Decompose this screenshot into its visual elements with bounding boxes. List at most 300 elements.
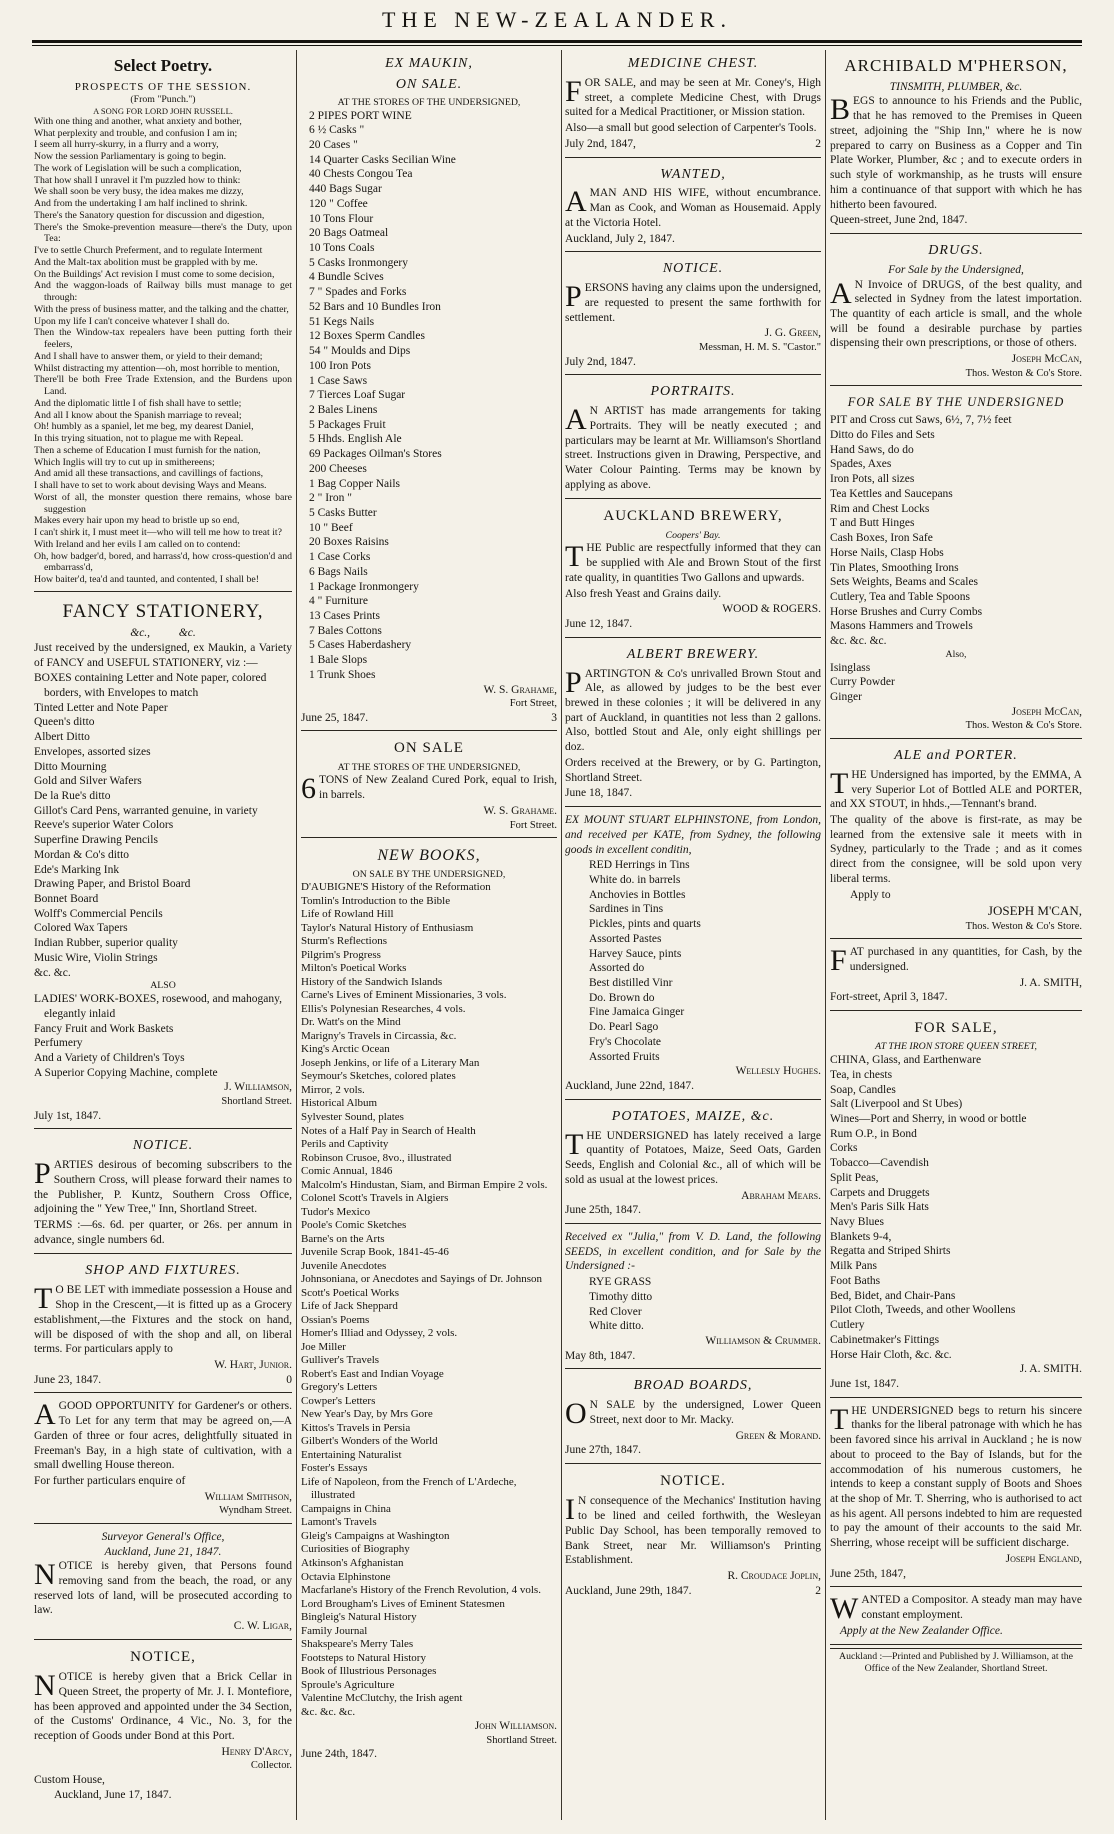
item-list <box>301 109 557 683</box>
list-item: White do. in barrels <box>589 873 681 886</box>
ad-body: AN ARTIST has made arrangements for taking Portraits. They will be neatly executed ; and particulars may be learnt at Mr. Williamson's Shortland street. Instructions given in Drawing, Perspective, and Water Colour Painting. Terms may be known by applying as above. <box>565 403 821 491</box>
ad-date: Auckland, June 17, 1847. <box>54 1788 172 1801</box>
ad-title: AUCKLAND BREWERY, <box>603 508 783 525</box>
ad-dateline <box>565 137 821 152</box>
list-item: Mordan & Co's ditto <box>34 848 130 861</box>
poem-line: That how shall I unravel it I'm puzzled how to think: <box>34 174 241 186</box>
ad-body: FOR SALE, and may be seen at Mr. Coney's, High street, a complete Medicine Chest, with Drugs suited for a Medical Practitioner, or Mission station. <box>565 74 821 119</box>
ad-heading: Surveyor General's Office, <box>101 1530 225 1543</box>
masthead-rule <box>32 40 1082 43</box>
list-item: White ditto. <box>589 1320 644 1333</box>
poem-line: Makes every hair upon my head to bristle up so end, <box>34 515 240 527</box>
list-item: 1 Case Corks <box>309 551 371 564</box>
ad-customs-notice <box>34 1643 292 1807</box>
list-item: D'AUBIGNE'S History of the Reformation <box>301 881 491 894</box>
list-item: Assorted do <box>589 962 645 975</box>
poetry-title: Select Poetry. <box>113 56 213 75</box>
poem-line: And from the undertaking I am half inclined to shrink. <box>34 198 248 210</box>
ad-date: June 18, 1847. <box>565 787 633 800</box>
ad-new-books <box>301 841 557 1767</box>
ad-date: Fort-street, April 3, 1847. <box>830 991 948 1004</box>
ad-body: WANTED a Compositor. A steady man may have constant employment. <box>830 1592 1082 1626</box>
ad-stores: AT THE STORES OF THE UNDERSIGNED, <box>337 96 521 108</box>
list-item: New Year's Day, by Mrs Gore <box>301 1408 433 1421</box>
signature-place: Shortland Street. <box>221 1096 292 1108</box>
poetry-section <box>34 50 292 592</box>
ad-terms: TERMS :—6s. 6d. per quarter, or 26s. per annum in advance, single numbers 6d. <box>34 1219 292 1246</box>
ad-hardware <box>830 389 1082 739</box>
list-item: 5 Casks Ironmongery <box>309 256 409 269</box>
list-item: Blankets 9-4, <box>830 1230 892 1243</box>
signature-place: Fort Street, <box>509 698 557 710</box>
signature: WOOD & ROGERS. <box>722 603 821 616</box>
ad-body-3: Apply to <box>850 888 891 901</box>
list-item: De la Rue's ditto <box>34 789 111 802</box>
signature: Green & Morand. <box>735 1429 821 1442</box>
poem-line: Then the Window-tax repealers have been putting forth their feelers, <box>34 327 292 351</box>
poem-line: And all I know about the Spanish marriage to reveal; <box>34 409 242 421</box>
poem-line: And amid all these transactions, and cavillings of factions, <box>34 468 264 480</box>
ad-number: 2 <box>815 1584 821 1597</box>
poem-line: Oh, how badger'd, bored, and harrass'd, how cross-question'd and embarrass'd, <box>34 550 292 574</box>
list-item: Ellis's Polynesian Researches, 4 vols. <box>301 1002 466 1015</box>
ad-date: July 1st, 1847. <box>34 1109 102 1122</box>
poem-line: Whilst distracting my attention—oh, most horrible to mention, <box>34 362 280 374</box>
poem-line: We shall soon be very busy, the idea makes me dizzy, <box>34 186 244 198</box>
list-item: 2 " Iron " <box>309 492 352 505</box>
list-item: Historical Album <box>301 1097 378 1110</box>
list-item: Milk Pans <box>830 1260 877 1273</box>
ad-date: June 24th, 1847. <box>301 1748 378 1761</box>
masthead: THE NEW-ZEALANDER. <box>382 7 732 32</box>
signature: Joseph England, <box>1005 1552 1082 1565</box>
ad-title: ON SALE <box>394 740 464 757</box>
ad-date: June 25th, 1847, <box>830 1567 907 1580</box>
ad-body-2: Orders received at the Brewery, or by G. Partington, Shortland Street. <box>565 756 821 784</box>
poem-line: Worst of all, the monster question there remains, whose bare suggestion <box>34 491 292 515</box>
item-list <box>830 1053 1082 1362</box>
ad-title: SHOP AND FIXTURES. <box>85 1263 241 1279</box>
list-item: Joseph Jenkins, or life of a Literary Man <box>301 1056 480 1069</box>
list-item: 440 Bags Sugar <box>309 183 382 196</box>
list-item: Comic Annual, 1846 <box>301 1165 393 1178</box>
list-item: &c. &c. &c. <box>830 635 887 648</box>
list-item: CHINA, Glass, and Earthenware <box>830 1054 982 1067</box>
list-item: Milton's Poetical Works <box>301 962 407 975</box>
also-label: Also, <box>945 648 967 660</box>
ad-title: POTATOES, MAIZE, &c. <box>611 1108 775 1124</box>
list-item: Colonel Scott's Travels in Algiers <box>301 1192 449 1205</box>
list-item: BOXES containing Letter and Note paper, colored borders, with Envelopes to match <box>34 672 267 699</box>
signature-place: Shortland Street. <box>486 1734 557 1746</box>
signature: JOSEPH M'CAN, <box>987 903 1082 919</box>
list-item: Salt (Liverpool and St Ubes) <box>830 1098 963 1111</box>
ad-body: AN Invoice of DRUGS, of the best quality, and selected in Sydney from the latest importation. The quantity of each article is small, and the whole will be found a desirable purchase by parties dispensing their own prescriptions, or those of others. <box>830 276 1082 350</box>
list-item: 4 " Furniture <box>309 595 368 608</box>
list-item: Red Clover <box>589 1305 642 1318</box>
list-item: Homer's Illiad and Odyssey, 2 vols. <box>301 1327 458 1340</box>
list-item: Taylor's Natural History of Enthusiasm <box>301 921 474 934</box>
ad-albert-brewery <box>565 641 821 807</box>
ad-body: NOTICE is hereby given, that Persons found removing sand from the beach, the road, or any reserved lots of land, will be prosecuted according to law. <box>34 1558 292 1617</box>
ad-body-2: Also fresh Yeast and Grains daily. <box>565 587 722 600</box>
list-item: Tomlin's Introduction to the Bible <box>301 894 451 907</box>
list-item: Dr. Watt's on the Mind <box>301 1016 401 1029</box>
signature-title: Collector. <box>250 1760 292 1772</box>
list-item: Life of Rowland Hill <box>301 908 394 921</box>
column-1 <box>34 50 292 1820</box>
list-item: Life of Jack Sheppard <box>301 1300 398 1313</box>
list-item: Pilgrim's Progress <box>301 948 381 961</box>
list-item: Hand Saws, do do <box>830 443 914 456</box>
list-item: 5 Hhds. English Ale <box>309 433 402 446</box>
ad-body-2: For further particulars enquire of <box>34 1475 186 1488</box>
list-item: Best distilled Vinr <box>589 976 673 989</box>
item-list <box>830 413 1082 649</box>
list-item: Cash Boxes, Iron Safe <box>830 532 933 545</box>
list-item: Marigny's Travels in Circassia, &c. <box>301 1029 457 1042</box>
ad-place: Custom House, <box>34 1773 105 1786</box>
list-item: 14 Quarter Casks Secilian Wine <box>309 153 456 166</box>
list-item: Fine Jamaica Ginger <box>589 1006 685 1019</box>
ad-subtitle: Coopers' Bay. <box>665 529 721 541</box>
ad-number: 3 <box>551 711 557 724</box>
list-item: Albert Ditto <box>34 731 90 744</box>
item-list <box>34 992 292 1080</box>
list-item: &c. &c. &c. <box>301 1705 356 1718</box>
poem-line: I can't shirk it, I must meet it—who will tell me how to treat it? <box>34 527 282 539</box>
list-item: Assorted Pastes <box>589 932 662 945</box>
signature: Henry D'Arcy, <box>221 1745 292 1758</box>
poem-line: I shall have to set to work about devising Ways and Means. <box>34 480 267 492</box>
poem-line: I seem all hurry-skurry, in a flurry and a worry, <box>34 139 219 151</box>
ad-fat <box>830 942 1082 1011</box>
list-item: Curiosities of Biography <box>301 1543 410 1556</box>
ad-body: PARTINGTON & Co's unrivalled Brown Stout and Ale, as allowed by judges to be the best ever brewed in these colonies ; it will be delivered in any part of Auckland, in quantities not less than 2 gallons. Also, bottled Stout and Ale, only eight shillings per doz. <box>565 665 821 754</box>
ad-stores: AT THE STORES OF THE UNDERSIGNED, <box>337 761 521 773</box>
signature-place: Wyndham Street. <box>219 1505 292 1517</box>
poem-line: Oh! humbly as a spaniel, let me beg, my dearest Daniel, <box>34 421 254 433</box>
signature-place: Thos. Weston & Co's Store. <box>965 920 1082 932</box>
ad-body: THE UNDERSIGNED begs to return his sincere thanks for the liberal patronage with which he has been favored since his arrival in Auckland ; he is now about to proceed to the Bay of Islands, but for the accommodation of his numerous customers, he intends to keep a constant supply of Boots and Shoes at the shop of Mr. T. Sherring, who is authorised to act as his agent. All persons indebted to him are requested to pay the amount of their accounts to the said Mr. Sherring, whose receipt will be sufficient discharge. <box>830 1402 1082 1550</box>
signature: John Williamson. <box>474 1720 557 1733</box>
ad-title: NEW BOOKS, <box>377 847 481 864</box>
signature: Joseph McCan, <box>1011 353 1082 366</box>
signature: J. A. SMITH, <box>1019 976 1082 989</box>
ad-body: THE Undersigned has imported, by the EMMA, A very Superior Lot of Bottled ALE and PORTER, and XX STOUT, in hhds.,—Tennant's brand. <box>830 766 1082 811</box>
list-item: Perfumery <box>34 1037 83 1050</box>
ad-date: June 23, 1847. <box>34 1373 102 1386</box>
ad-body: NOTICE is hereby given that a Brick Cellar in Queen Street, the property of Mr. J. I. Montefiore, has been approved and appointed under the 34 Section, of the Customs' Ordinance, 4 Vic., No. 3, for the reception of Goods under Bond at this Port. <box>34 1669 292 1742</box>
also-label: ALSO <box>150 980 176 992</box>
list-item: Masons Hammers and Trowels <box>830 620 973 633</box>
poem-line: Which Inglis will try to cut up in smithereens; <box>34 456 215 468</box>
list-item: Lord Brougham's Lives of Eminent Statesmen <box>301 1597 505 1610</box>
ad-title: WANTED, <box>660 166 726 182</box>
list-item: 69 Packages Oilman's Stores <box>309 448 442 461</box>
ad-body: 6TONS of New Zealand Cured Pork, equal to Irish, in barrels. <box>301 772 557 806</box>
list-item: 1 Package Ironmongery <box>309 580 419 593</box>
list-item: Campaigns in China <box>301 1502 391 1515</box>
ad-school-notice <box>565 1467 821 1603</box>
poem-line: And the Malt-tax abolition must be grappled with by me. <box>34 256 258 268</box>
ad-elphinstone <box>565 810 821 1100</box>
list-item: 10 Tons Flour <box>309 212 374 225</box>
column-rule <box>825 50 826 1820</box>
ad-subtitle: TINSMITH, PLUMBER, &c. <box>889 80 1023 93</box>
poem-line: On the Buildings' Act revision I must come to some decision, <box>34 268 275 280</box>
list-item: Sylvester Sound, plates <box>301 1110 404 1123</box>
ad-dateline <box>565 1584 821 1599</box>
list-item: Shakspeare's Merry Tales <box>301 1638 414 1651</box>
list-item: Sardines in Tins <box>589 903 664 916</box>
list-item: 120 " Coffee <box>309 197 368 210</box>
list-item: Reeve's superior Water Colors <box>34 819 174 832</box>
list-item: 7 " Spades and Forks <box>309 286 407 299</box>
signature: Joseph McCan, <box>1011 705 1082 718</box>
item-list <box>565 1275 821 1334</box>
list-item: 6 Bags Nails <box>309 565 368 578</box>
ad-body: IN consequence of the Mechanics' Institution having to be lined and ceiled forthwith, the Wesleyan Public Day School, has been temporally removed to Bank Street, near Mr. Williamson's Printing Establishment. <box>565 1493 821 1567</box>
ad-subtitle: &c., &c. <box>130 627 196 640</box>
list-item: Fry's Chocolate <box>589 1035 662 1048</box>
list-item: Queen's ditto <box>34 716 95 729</box>
list-item: 5 Cases Haberdashery <box>309 639 412 652</box>
poem-line: And I shall have to answer them, or yield to their demand; <box>34 350 263 362</box>
list-item: Wines—Port and Sherry, in wood or bottle <box>830 1113 1027 1125</box>
signature-place: Thos. Weston & Co's Store. <box>965 367 1082 379</box>
signature-place: Fort Street. <box>509 819 557 831</box>
list-item: 1 Bale Slops <box>309 654 368 667</box>
poem-line: With the press of business matter, and the talking and the chatter, <box>34 303 289 315</box>
poem-line: I've to settle Church Preferment, and to regulate Interment <box>34 245 263 257</box>
ad-body: FAT purchased in any quantities, for Cash, by the undersigned. <box>830 944 1082 978</box>
ad-title: NOTICE, <box>130 1648 196 1665</box>
signature: J. Williamson, <box>224 1081 292 1094</box>
ad-date: July 2nd, 1847. <box>565 355 636 368</box>
ad-body: ON SALE by the undersigned, Lower Queen Street, next door to Mr. Macky. <box>565 1397 821 1431</box>
poem-line: And the diplomatic little I of fish shall have to settle; <box>34 397 242 409</box>
column-4 <box>830 50 1082 1820</box>
ad-body: TO BE LET with immediate possession a House and Shop in the Crescent,—it is fitted up as a Grocery establishment,—the Fixtures and the stock on hand, will be disposed of with the shop and all, on liberal terms. For particulars apply to <box>34 1282 292 1356</box>
signature: W. S. Grahame. <box>483 804 557 817</box>
list-item: And a Variety of Children's Toys <box>34 1051 185 1064</box>
list-item: 1 Bag Copper Nails <box>309 477 401 490</box>
list-item: Notes of a Half Pay in Search of Health <box>301 1124 476 1137</box>
list-item: Rim and Chest Locks <box>830 502 930 515</box>
list-item: 200 Cheeses <box>309 462 367 475</box>
list-item: Horse Nails, Clasp Hobs <box>830 546 944 559</box>
list-item: Timothy ditto <box>589 1290 653 1303</box>
ad-body: THE UNDERSIGNED has lately received a large quantity of Potatoes, Maize, Seed Oats, Garden Seeds, English and Colonial &c., all of which will be sold as usual at the lowest prices. <box>565 1127 821 1186</box>
list-item: 20 Cases " <box>309 139 358 151</box>
list-item: Gulliver's Travels <box>301 1354 380 1367</box>
list-item: Gilbert's Wonders of the World <box>301 1435 438 1448</box>
ad-notice-southern-cross <box>34 1132 292 1254</box>
list-item: Ditto do Files and Sets <box>830 429 935 442</box>
ad-heading: Received ex "Julia," from V. D. Land, the following SEEDS, in excellent condition, and for Sale by the Undersigned :- <box>565 1230 821 1273</box>
ad-body: PERSONS having any claims upon the undersigned, are requested to present the same forthwith for settlement. <box>565 280 821 324</box>
column-3 <box>565 50 821 1820</box>
list-item: Men's Paris Silk Hats <box>830 1201 929 1214</box>
list-item: 1 Trunk Shoes <box>309 668 376 681</box>
list-item: Cutlery, Tea and Table Spoons <box>830 590 970 603</box>
list-item: Cabinetmaker's Fittings <box>830 1333 940 1346</box>
list-item: Drawing Paper, and Bristol Board <box>34 878 191 891</box>
ad-intro: Just received by the undersigned, ex Maukin, a Variety of FANCY and USEFUL STATIONERY, viz :— <box>34 641 292 669</box>
ad-cured-pork <box>301 734 557 838</box>
list-item: Sproule's Agriculture <box>301 1678 395 1691</box>
list-item: Assorted Fruits <box>589 1050 660 1063</box>
ad-england <box>830 1401 1082 1588</box>
list-item: Horse Brushes and Curry Combs <box>830 605 983 618</box>
list-item: 7 Bales Cottons <box>309 624 382 637</box>
signature: W. S. Grahame, <box>483 683 557 696</box>
signature: R. Croudace Joplin, <box>727 1569 821 1582</box>
poem-line: How baiter'd, tea'd and taunted, and contented, I shall be! <box>34 574 259 586</box>
ad-date: Queen-street, June 2nd, 1847. <box>830 214 968 227</box>
list-item: Bingleig's Natural History <box>301 1611 417 1624</box>
list-item: 7 Tierces Loaf Sugar <box>309 389 406 402</box>
ad-dateline <box>34 1373 292 1388</box>
ad-drugs <box>830 237 1082 386</box>
list-item: Macfarlane's History of the French Revolution, 4 vols. <box>301 1584 541 1597</box>
list-item: Cowper's Letters <box>301 1394 376 1407</box>
ad-wanted <box>565 161 821 253</box>
poem-heading: PROSPECTS OF THE SESSION. <box>74 80 252 93</box>
poem-line: There's the Sanatory question for discussion and digestion, <box>34 209 265 221</box>
list-item: Wolff's Commercial Pencils <box>34 907 163 920</box>
list-item: Gregory's Letters <box>301 1381 378 1394</box>
ad-notice-castor <box>565 255 821 375</box>
list-item: Perils and Captivity <box>301 1138 389 1151</box>
list-item: Life of Napoleon, from the French of L'Ardeche, illustrated <box>301 1475 517 1502</box>
list-item: 1 Case Saws <box>309 374 368 387</box>
list-item: 6 ½ Casks " <box>309 124 365 137</box>
signature: W. Hart, Junior. <box>214 1358 292 1371</box>
ad-body: AGOOD OPPORTUNITY for Gardener's or others. To Let for any term that may be agreed on,—A Garden of three or four acres, delightfully situated in Freeman's Bay, in a high state of cultivation, with a small dwelling House thereon. <box>34 1398 292 1472</box>
ad-portraits <box>565 378 821 499</box>
ad-heading: EX MOUNT STUART ELPHINSTONE, from London, and received per KATE, from Sydney, the following goods in excellent conditin, <box>565 814 821 856</box>
ad-title: BROAD BOARDS, <box>633 1378 753 1394</box>
imprint: Auckland :—Printed and Published by J. Williamson, at the Office of the New Zealander, Shortland Street. <box>830 1648 1082 1675</box>
ad-garden-to-let <box>34 1396 292 1523</box>
ad-potatoes <box>565 1103 821 1224</box>
ad-broad-boards <box>565 1372 821 1464</box>
list-item: 51 Kegs Nails <box>309 315 375 328</box>
list-item: Tudor's Mexico <box>301 1205 371 1218</box>
ad-title: EX MAUKIN, <box>385 56 473 71</box>
list-item: Cutlery <box>830 1319 865 1332</box>
list-item: Carpets and Druggets <box>830 1186 930 1199</box>
list-item: Spades, Axes <box>830 458 892 471</box>
list-item: 4 Bundle Scives <box>309 271 384 284</box>
poem-line: Then a scheme of Education I must furnish for the nation, <box>34 444 261 456</box>
poem-source: (From "Punch.") <box>130 93 196 105</box>
list-item: Horse Hair Cloth, &c. &c. <box>830 1348 952 1361</box>
signature: J. A. SMITH. <box>1019 1363 1082 1376</box>
list-item: Corks <box>830 1142 858 1155</box>
poem-line: There's the Smoke-prevention measure—there's the Duty, upon Tea: <box>34 221 292 245</box>
ad-date: Auckland, June 22nd, 1847. <box>565 1080 695 1092</box>
list-item: Malcolm's Hindustan, Siam, and Birman Empire 2 vols. <box>301 1178 548 1191</box>
ad-mpherson <box>830 50 1082 234</box>
signature-title: Messman, H. M. S. "Castor." <box>698 342 821 354</box>
signature: Abraham Mears. <box>741 1189 821 1202</box>
poem-line: With Ireland and her evils I am called on to contend: <box>34 538 241 550</box>
ad-subtitle: For Sale by the Undersigned, <box>888 263 1024 276</box>
list-item: Lamont's Travels <box>301 1516 377 1529</box>
list-item: 20 Boxes Raisins <box>309 536 389 549</box>
list-item: Gillot's Card Pens, warranted genuine, in variety <box>34 804 258 817</box>
item-list <box>34 671 292 980</box>
list-item: 2 PIPES PORT WINE <box>309 109 412 122</box>
list-item: Entertaining Naturalist <box>301 1448 402 1461</box>
ad-iron-store <box>830 1014 1082 1397</box>
ad-date: July 2nd, 1847, <box>565 137 636 150</box>
ad-date: June 25, 1847. <box>301 711 369 724</box>
signature: Williamson & Crummer. <box>705 1334 821 1347</box>
ad-title: DRUGS. <box>928 242 984 258</box>
ad-surveyor-notice <box>34 1527 292 1640</box>
list-item: Music Wire, Violin Strings <box>34 951 158 964</box>
list-item: Indian Rubber, superior quality <box>34 937 178 950</box>
ad-title: ALE and PORTER. <box>894 747 1018 763</box>
list-item: LADIES' WORK-BOXES, rosewood, and mahogany, elegantly inlaid <box>34 993 283 1020</box>
ad-title: ALBERT BREWERY. <box>626 646 760 662</box>
ad-heading-2: Auckland, June 21, 1847. <box>104 1545 222 1558</box>
list-item: Gleig's Campaigns at Washington <box>301 1529 450 1542</box>
list-item: Atkinson's Afghanistan <box>301 1557 404 1569</box>
list-item: Sturm's Reflections <box>301 935 388 948</box>
ad-number: 2 <box>815 137 821 150</box>
item-list <box>830 661 1082 705</box>
list-item: Rum O.P., in Bond <box>830 1127 917 1140</box>
list-item: Foot Baths <box>830 1274 881 1287</box>
ad-onsale: ON SALE. <box>395 76 463 92</box>
poem-line: What perplexity and trouble, and confusion I am in; <box>34 127 238 139</box>
ad-title: ARCHIBALD M'PHERSON, <box>844 56 1068 75</box>
ad-title: FOR SALE BY THE UNDERSIGNED <box>847 395 1065 410</box>
ad-number: 0 <box>286 1373 292 1386</box>
list-item: 12 Boxes Sperm Candles <box>309 330 425 343</box>
list-item: Ginger <box>830 691 862 703</box>
list-item: Isinglass <box>830 661 871 674</box>
list-item: Johnsoniana, or Anecdotes and Sayings of Dr. Johnson <box>301 1273 543 1286</box>
list-item: 5 Casks Butter <box>309 506 377 519</box>
list-item: A Superior Copying Machine, complete <box>34 1066 218 1079</box>
list-item: Curry Powder <box>830 676 895 689</box>
list-item: Superfine Drawing Pencils <box>34 834 158 847</box>
list-item: King's Arctic Ocean <box>301 1043 390 1056</box>
ad-medicine-chest <box>565 50 821 158</box>
list-item: 10 " Beef <box>309 521 353 534</box>
list-item: Poole's Comic Sketches <box>301 1219 407 1232</box>
ad-title: FOR SALE, <box>914 1020 998 1037</box>
ad-date: June 1st, 1847. <box>830 1377 899 1390</box>
poem-line: Upon my life I can't conceive whatever I shall do. <box>34 315 230 327</box>
ad-date: June 27th, 1847. <box>565 1444 642 1457</box>
poem-line: In this trying situation, not to plague me with Repeal. <box>34 433 244 445</box>
ad-body-2: Also—a small but good selection of Carpenter's Tools. <box>565 122 817 135</box>
poem-body <box>34 116 292 586</box>
list-item: Tea Kettles and Saucepans <box>830 487 953 500</box>
list-item: Pilot Cloth, Tweeds, and other Woollens <box>830 1304 1016 1317</box>
list-item: Foster's Essays <box>301 1462 368 1475</box>
ad-body: AMAN AND HIS WIFE, without encumbrance. Man as Cook, and Woman as Housemaid. Apply at the Victoria Hotel. <box>565 185 821 229</box>
list-item: Pickles, pints and quarts <box>589 918 701 931</box>
ad-subtitle: ON SALE BY THE UNDERSIGNED, <box>352 869 506 881</box>
